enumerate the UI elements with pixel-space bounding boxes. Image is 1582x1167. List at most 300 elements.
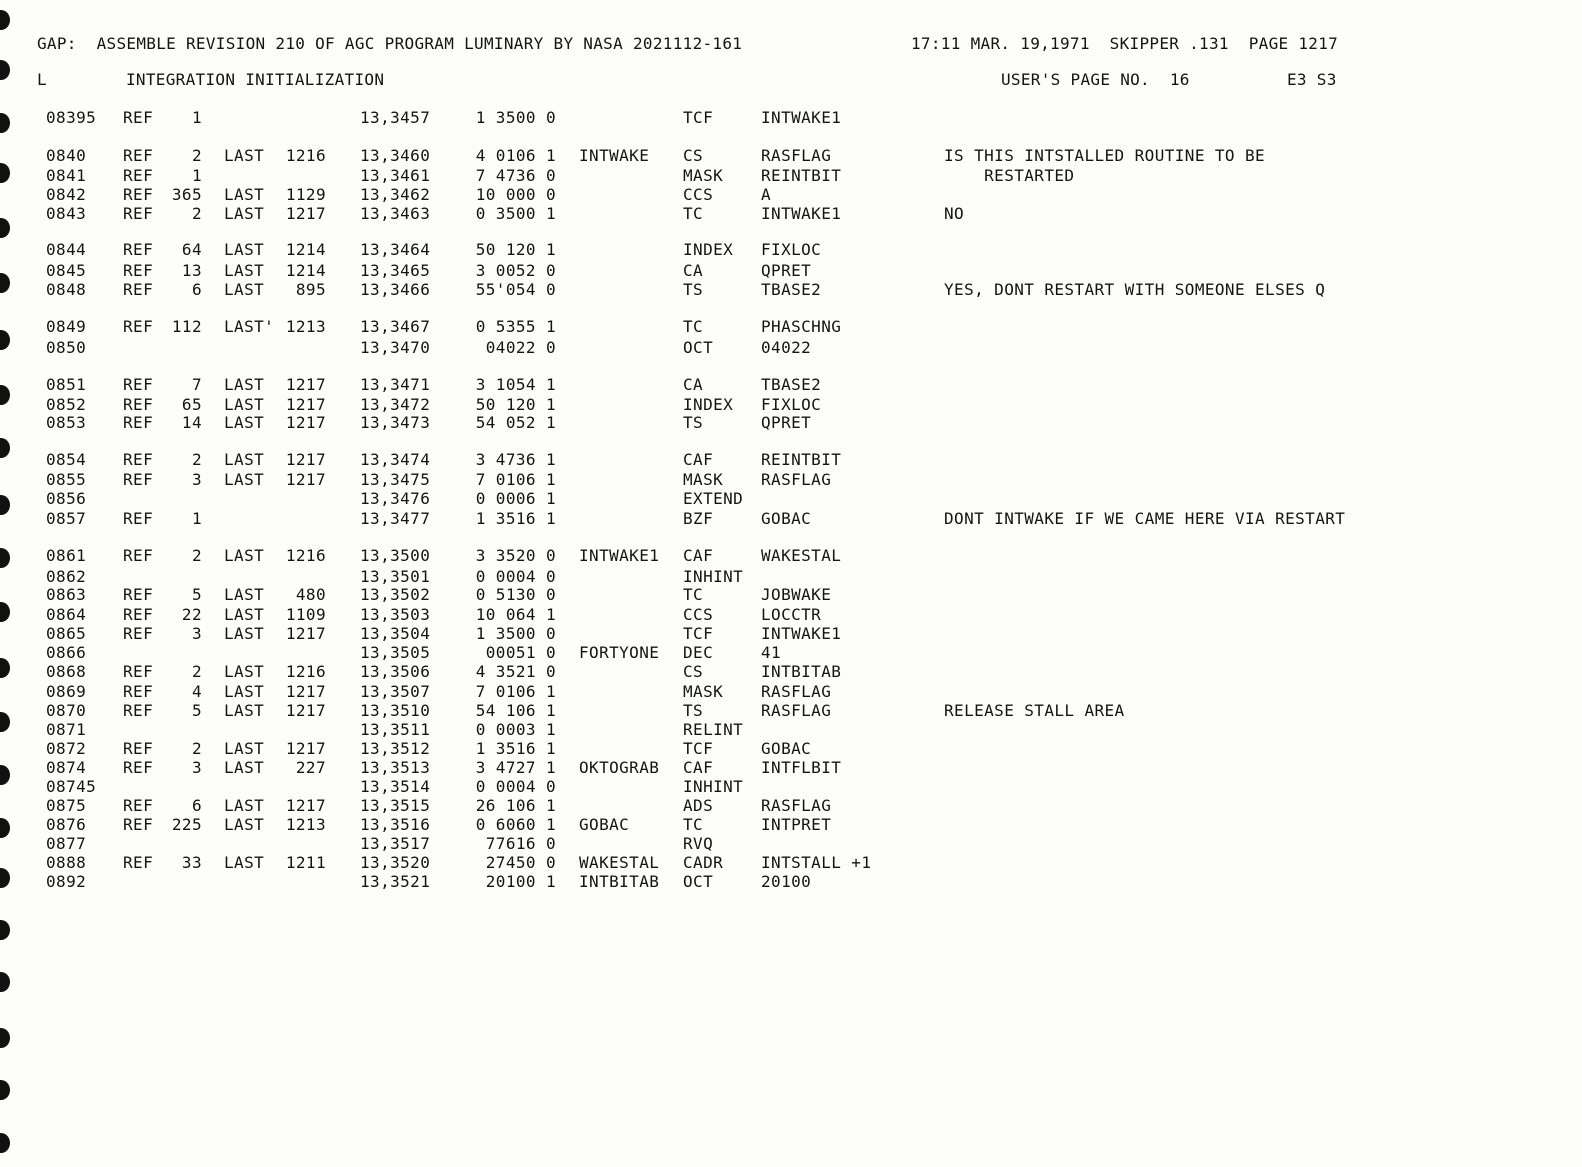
- octal-code: 00051 0: [485, 643, 556, 662]
- last-keyword: LAST: [224, 605, 265, 624]
- address: 13,3511: [360, 720, 431, 739]
- ref-count: 2: [191, 739, 202, 758]
- octal-code: 3 0052 0: [475, 261, 556, 280]
- opcode: TC: [683, 204, 704, 223]
- operand: WAKESTAL: [761, 546, 842, 565]
- sequence-number: 0869: [46, 682, 87, 701]
- opcode: MASK: [683, 166, 724, 185]
- last-keyword: LAST: [224, 682, 265, 701]
- header-program: GAP: ASSEMBLE REVISION 210 OF AGC PROGRAM LUMINARY BY NASA 2021112-161: [37, 34, 743, 53]
- address: 13,3461: [360, 166, 431, 185]
- octal-code: 20100 1: [485, 872, 556, 891]
- sequence-number: 0845: [46, 261, 87, 280]
- last-keyword: LAST: [224, 758, 265, 777]
- last-page: 1214: [285, 261, 326, 280]
- punch-hole: [0, 60, 10, 80]
- last-keyword: LAST: [224, 261, 265, 280]
- ref-count: 2: [191, 146, 202, 165]
- sequence-number: 0853: [46, 413, 87, 432]
- last-page: 1214: [285, 240, 326, 259]
- sequence-number: 0875: [46, 796, 87, 815]
- operand: GOBAC: [761, 739, 812, 758]
- octal-code: 27450 0: [485, 853, 556, 872]
- opcode: CAF: [683, 546, 714, 565]
- sequence-number: 0888: [46, 853, 87, 872]
- last-keyword: LAST: [224, 662, 265, 681]
- last-keyword: LAST: [224, 280, 265, 299]
- sequence-number: 0864: [46, 605, 87, 624]
- ref-keyword: REF: [123, 853, 154, 872]
- octal-code: 7 0106 1: [475, 682, 556, 701]
- operand: QPRET: [761, 261, 812, 280]
- last-keyword: LAST: [224, 395, 265, 414]
- listing-line: [0, 834, 1582, 854]
- listing-line: [0, 166, 1582, 186]
- sequence-number: 0855: [46, 470, 87, 489]
- sequence-number: 0892: [46, 872, 87, 891]
- address: 13,3500: [360, 546, 431, 565]
- opcode: TC: [683, 317, 704, 336]
- sequence-number: 0865: [46, 624, 87, 643]
- ref-count: 4: [191, 682, 202, 701]
- listing-line: [0, 450, 1582, 470]
- last-keyword: LAST: [224, 815, 265, 834]
- operand: 41: [761, 643, 782, 662]
- opcode: TC: [683, 585, 704, 604]
- ref-keyword: REF: [123, 395, 154, 414]
- opcode: TCF: [683, 624, 714, 643]
- address: 13,3510: [360, 701, 431, 720]
- octal-code: 55'054 0: [475, 280, 556, 299]
- octal-code: 0 0003 1: [475, 720, 556, 739]
- last-keyword: LAST: [224, 450, 265, 469]
- listing-line: [0, 280, 1582, 300]
- sequence-number: 08395: [46, 108, 97, 127]
- address: 13,3457: [360, 108, 431, 127]
- address: 13,3466: [360, 280, 431, 299]
- ref-keyword: REF: [123, 375, 154, 394]
- operand: GOBAC: [761, 509, 812, 528]
- listing-line: [0, 720, 1582, 740]
- opcode: CADR: [683, 853, 724, 872]
- last-page: 1109: [285, 605, 326, 624]
- listing-line: [0, 261, 1582, 281]
- address: 13,3471: [360, 375, 431, 394]
- sequence-number: 0868: [46, 662, 87, 681]
- ref-keyword: REF: [123, 280, 154, 299]
- listing-line: [0, 317, 1582, 337]
- opcode: TS: [683, 280, 704, 299]
- octal-code: 0 0004 0: [475, 567, 556, 586]
- sequence-number: 0856: [46, 489, 87, 508]
- address: 13,3476: [360, 489, 431, 508]
- ref-count: 64: [181, 240, 202, 259]
- ref-keyword: REF: [123, 739, 154, 758]
- opcode: TS: [683, 701, 704, 720]
- octal-code: 0 5130 0: [475, 585, 556, 604]
- ref-count: 3: [191, 624, 202, 643]
- last-page: 1217: [285, 682, 326, 701]
- header-stamp: 17:11 MAR. 19,1971 SKIPPER .131 PAGE 1217: [911, 34, 1339, 53]
- last-page: 1213: [285, 317, 326, 336]
- sequence-number: 0840: [46, 146, 87, 165]
- octal-code: 3 1054 1: [475, 375, 556, 394]
- listing-line: [0, 662, 1582, 682]
- operand: 20100: [761, 872, 812, 891]
- opcode: DEC: [683, 643, 714, 662]
- opcode: TCF: [683, 108, 714, 127]
- listing-line: [0, 567, 1582, 587]
- last-keyword: LAST: [224, 204, 265, 223]
- operand: JOBWAKE: [761, 585, 832, 604]
- ref-keyword: REF: [123, 682, 154, 701]
- comment: YES, DONT RESTART WITH SOMEONE ELSES Q: [944, 280, 1326, 299]
- opcode: INDEX: [683, 395, 734, 414]
- last-page: 480: [295, 585, 326, 604]
- ref-keyword: REF: [123, 470, 154, 489]
- ref-keyword: REF: [123, 815, 154, 834]
- opcode: RELINT: [683, 720, 744, 739]
- last-keyword: LAST: [224, 701, 265, 720]
- ref-count: 5: [191, 585, 202, 604]
- octal-code: 54 106 1: [475, 701, 556, 720]
- ref-count: 22: [181, 605, 202, 624]
- address: 13,3507: [360, 682, 431, 701]
- operand: INTPRET: [761, 815, 832, 834]
- sequence-number: 0877: [46, 834, 87, 853]
- opcode: TCF: [683, 739, 714, 758]
- ref-count: 1: [191, 108, 202, 127]
- listing-line: [0, 470, 1582, 490]
- opcode: EXTEND: [683, 489, 744, 508]
- opcode: OCT: [683, 872, 714, 891]
- opcode: MASK: [683, 682, 724, 701]
- last-page: 1211: [285, 853, 326, 872]
- listing-line: [0, 413, 1582, 433]
- octal-code: 7 0106 1: [475, 470, 556, 489]
- listing-line: [0, 853, 1582, 873]
- ref-count: 65: [181, 395, 202, 414]
- octal-code: 3 3520 0: [475, 546, 556, 565]
- opcode: INHINT: [683, 777, 744, 796]
- last-page: 895: [295, 280, 326, 299]
- last-page: 1217: [285, 470, 326, 489]
- last-page: 1217: [285, 624, 326, 643]
- ref-count: 2: [191, 204, 202, 223]
- subheader-flag: L: [37, 70, 47, 89]
- octal-code: 26 106 1: [475, 796, 556, 815]
- listing-line: [0, 872, 1582, 892]
- listing-line: [0, 509, 1582, 529]
- octal-code: 0 0006 1: [475, 489, 556, 508]
- ref-count: 3: [191, 470, 202, 489]
- opcode: CS: [683, 662, 704, 681]
- ref-keyword: REF: [123, 662, 154, 681]
- listing-line: [0, 146, 1582, 166]
- punch-hole: [0, 1028, 10, 1048]
- octal-code: 7 4736 0: [475, 166, 556, 185]
- sequence-number: 0841: [46, 166, 87, 185]
- operand: REINTBIT: [761, 450, 842, 469]
- ref-count: 13: [181, 261, 202, 280]
- address: 13,3472: [360, 395, 431, 414]
- last-keyword: LAST: [224, 624, 265, 643]
- symbol-label: INTWAKE1: [579, 546, 660, 565]
- symbol-label: GOBAC: [579, 815, 630, 834]
- octal-code: 10 064 1: [475, 605, 556, 624]
- operand: RASFLAG: [761, 796, 832, 815]
- sequence-number: 0848: [46, 280, 87, 299]
- octal-code: 50 120 1: [475, 240, 556, 259]
- octal-code: 1 3516 1: [475, 509, 556, 528]
- section-title: INTEGRATION INITIALIZATION: [126, 70, 385, 89]
- ref-keyword: REF: [123, 108, 154, 127]
- address: 13,3462: [360, 185, 431, 204]
- octal-code: 0 6060 1: [475, 815, 556, 834]
- ref-keyword: REF: [123, 317, 154, 336]
- sequence-number: 0857: [46, 509, 87, 528]
- ref-count: 6: [191, 280, 202, 299]
- listing-line: [0, 240, 1582, 260]
- ref-count: 6: [191, 796, 202, 815]
- octal-code: 4 0106 1: [475, 146, 556, 165]
- ref-keyword: REF: [123, 166, 154, 185]
- octal-code: 77616 0: [485, 834, 556, 853]
- listing-line: [0, 395, 1582, 415]
- listing-line: [0, 777, 1582, 797]
- operand: FIXLOC: [761, 395, 822, 414]
- comment: DONT INTWAKE IF WE CAME HERE VIA RESTART: [944, 509, 1346, 528]
- address: 13,3517: [360, 834, 431, 853]
- last-keyword: LAST: [224, 413, 265, 432]
- octal-code: 0 5355 1: [475, 317, 556, 336]
- listing-line: [0, 758, 1582, 778]
- listing-line: [0, 605, 1582, 625]
- ref-count: 33: [181, 853, 202, 872]
- octal-code: 10 000 0: [475, 185, 556, 204]
- last-page: 1216: [285, 546, 326, 565]
- symbol-label: INTWAKE: [579, 146, 650, 165]
- ref-keyword: REF: [123, 450, 154, 469]
- ref-keyword: REF: [123, 413, 154, 432]
- listing-line: [0, 338, 1582, 358]
- operand: RASFLAG: [761, 146, 832, 165]
- address: 13,3477: [360, 509, 431, 528]
- last-page: 1129: [285, 185, 326, 204]
- listing-line: [0, 489, 1582, 509]
- octal-code: 50 120 1: [475, 395, 556, 414]
- address: 13,3463: [360, 204, 431, 223]
- punch-hole: [0, 972, 10, 992]
- comment: IS THIS INTSTALLED ROUTINE TO BE: [944, 146, 1266, 165]
- punch-hole: [0, 10, 10, 30]
- last-keyword: LAST: [224, 796, 265, 815]
- listing-line: [0, 585, 1582, 605]
- listing-line: [0, 701, 1582, 721]
- last-keyword: LAST': [224, 317, 275, 336]
- address: 13,3521: [360, 872, 431, 891]
- opcode: CAF: [683, 450, 714, 469]
- ref-keyword: REF: [123, 204, 154, 223]
- comment: RESTARTED: [944, 166, 1075, 185]
- ref-count: 2: [191, 546, 202, 565]
- address: 13,3502: [360, 585, 431, 604]
- listing-line: [0, 739, 1582, 759]
- sequence-number: 0854: [46, 450, 87, 469]
- ref-keyword: REF: [123, 796, 154, 815]
- address: 13,3512: [360, 739, 431, 758]
- sequence-number: 0871: [46, 720, 87, 739]
- operand: FIXLOC: [761, 240, 822, 259]
- opcode: CA: [683, 261, 704, 280]
- opcode: INHINT: [683, 567, 744, 586]
- opcode: CA: [683, 375, 704, 394]
- address: 13,3506: [360, 662, 431, 681]
- operand: QPRET: [761, 413, 812, 432]
- symbol-label: OKTOGRAB: [579, 758, 660, 777]
- ref-count: 225: [171, 815, 202, 834]
- address: 13,3514: [360, 777, 431, 796]
- operand: INTSTALL +1: [761, 853, 872, 872]
- address: 13,3474: [360, 450, 431, 469]
- operand: RASFLAG: [761, 682, 832, 701]
- last-page: 1217: [285, 413, 326, 432]
- octal-code: 4 3521 0: [475, 662, 556, 681]
- operand: RASFLAG: [761, 701, 832, 720]
- operand: INTWAKE1: [761, 204, 842, 223]
- address: 13,3460: [360, 146, 431, 165]
- last-keyword: LAST: [224, 375, 265, 394]
- punch-hole: [0, 920, 10, 940]
- sequence-number: 0870: [46, 701, 87, 720]
- opcode: OCT: [683, 338, 714, 357]
- operand: LOCCTR: [761, 605, 822, 624]
- operand: INTBITAB: [761, 662, 842, 681]
- ref-keyword: REF: [123, 585, 154, 604]
- sequence-number: 0843: [46, 204, 87, 223]
- operand: PHASCHNG: [761, 317, 842, 336]
- last-keyword: LAST: [224, 185, 265, 204]
- last-keyword: LAST: [224, 853, 265, 872]
- ref-keyword: REF: [123, 240, 154, 259]
- operand: TBASE2: [761, 375, 822, 394]
- punch-hole: [0, 1080, 10, 1100]
- opcode: BZF: [683, 509, 714, 528]
- ref-count: 2: [191, 450, 202, 469]
- ref-keyword: REF: [123, 546, 154, 565]
- ref-count: 365: [171, 185, 202, 204]
- opcode: CAF: [683, 758, 714, 777]
- last-keyword: LAST: [224, 146, 265, 165]
- listing-line: [0, 185, 1582, 205]
- ref-keyword: REF: [123, 624, 154, 643]
- address: 13,3516: [360, 815, 431, 834]
- octal-code: 0 0004 0: [475, 777, 556, 796]
- last-page: 1216: [285, 146, 326, 165]
- users-page-number: USER'S PAGE NO. 16: [1001, 70, 1190, 89]
- operand: REINTBIT: [761, 166, 842, 185]
- last-keyword: LAST: [224, 585, 265, 604]
- opcode: TC: [683, 815, 704, 834]
- listing-line: [0, 624, 1582, 644]
- octal-code: 1 3500 0: [475, 624, 556, 643]
- last-keyword: LAST: [224, 739, 265, 758]
- opcode: MASK: [683, 470, 724, 489]
- page-code: E3 S3: [1287, 70, 1337, 89]
- ref-keyword: REF: [123, 758, 154, 777]
- opcode: TS: [683, 413, 704, 432]
- last-page: 1217: [285, 450, 326, 469]
- opcode: RVQ: [683, 834, 714, 853]
- listing-line: [0, 815, 1582, 835]
- sequence-number: 08745: [46, 777, 97, 796]
- operand: 04022: [761, 338, 812, 357]
- last-page: 1217: [285, 796, 326, 815]
- sequence-number: 0844: [46, 240, 87, 259]
- octal-code: 1 3516 1: [475, 739, 556, 758]
- ref-count: 3: [191, 758, 202, 777]
- last-keyword: LAST: [224, 240, 265, 259]
- symbol-label: INTBITAB: [579, 872, 660, 891]
- opcode: INDEX: [683, 240, 734, 259]
- opcode: CS: [683, 146, 704, 165]
- octal-code: 04022 0: [485, 338, 556, 357]
- address: 13,3470: [360, 338, 431, 357]
- last-keyword: LAST: [224, 470, 265, 489]
- ref-keyword: REF: [123, 185, 154, 204]
- sequence-number: 0851: [46, 375, 87, 394]
- listing-line: [0, 375, 1582, 395]
- address: 13,3513: [360, 758, 431, 777]
- operand: TBASE2: [761, 280, 822, 299]
- sequence-number: 0863: [46, 585, 87, 604]
- sequence-number: 0862: [46, 567, 87, 586]
- operand: INTFLBIT: [761, 758, 842, 777]
- last-page: 1217: [285, 204, 326, 223]
- sequence-number: 0876: [46, 815, 87, 834]
- address: 13,3475: [360, 470, 431, 489]
- ref-keyword: REF: [123, 509, 154, 528]
- comment: RELEASE STALL AREA: [944, 701, 1125, 720]
- last-page: 1217: [285, 701, 326, 720]
- symbol-label: FORTYONE: [579, 643, 660, 662]
- listing-line: [0, 682, 1582, 702]
- sequence-number: 0866: [46, 643, 87, 662]
- last-keyword: LAST: [224, 546, 265, 565]
- ref-count: 2: [191, 662, 202, 681]
- ref-count: 14: [181, 413, 202, 432]
- listing-line: [0, 108, 1582, 128]
- address: 13,3503: [360, 605, 431, 624]
- octal-code: 3 4727 1: [475, 758, 556, 777]
- sequence-number: 0852: [46, 395, 87, 414]
- opcode: CCS: [683, 605, 714, 624]
- address: 13,3520: [360, 853, 431, 872]
- last-page: 227: [295, 758, 326, 777]
- last-page: 1217: [285, 375, 326, 394]
- listing-line: [0, 643, 1582, 663]
- octal-code: 54 052 1: [475, 413, 556, 432]
- address: 13,3467: [360, 317, 431, 336]
- address: 13,3504: [360, 624, 431, 643]
- sequence-number: 0849: [46, 317, 87, 336]
- operand: RASFLAG: [761, 470, 832, 489]
- last-page: 1213: [285, 815, 326, 834]
- symbol-label: WAKESTAL: [579, 853, 660, 872]
- address: 13,3473: [360, 413, 431, 432]
- address: 13,3515: [360, 796, 431, 815]
- ref-count: 112: [171, 317, 202, 336]
